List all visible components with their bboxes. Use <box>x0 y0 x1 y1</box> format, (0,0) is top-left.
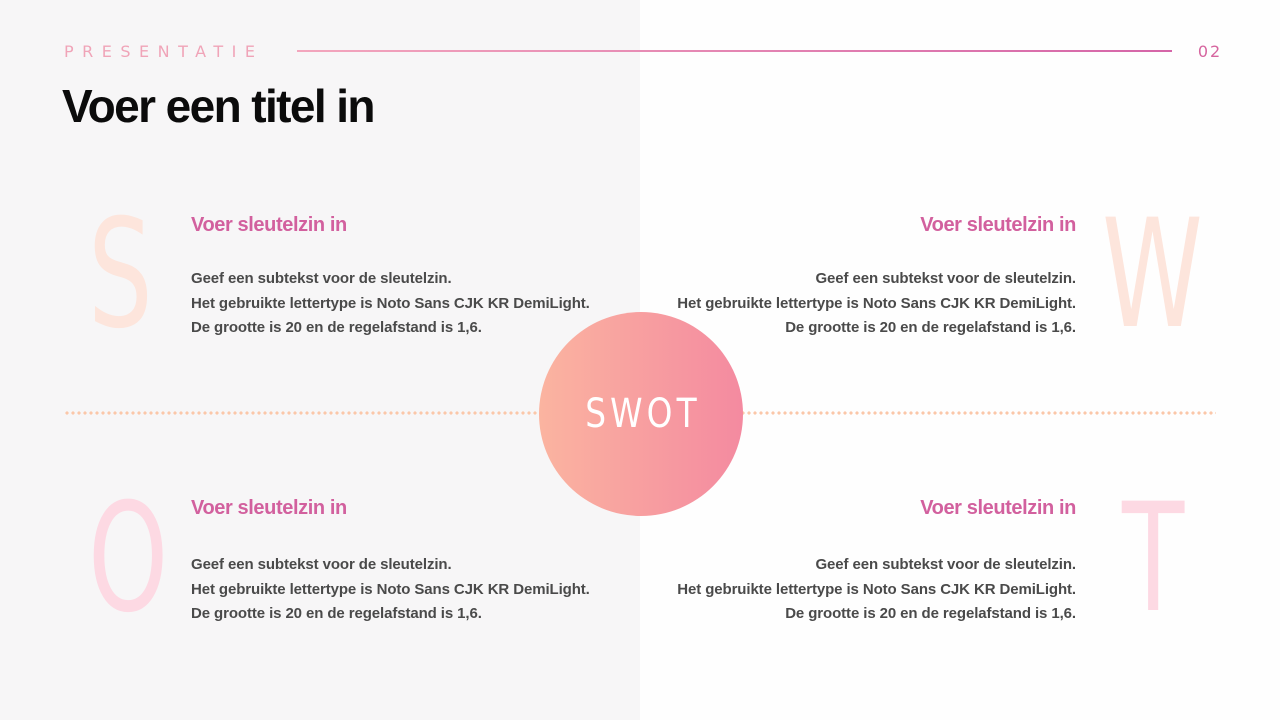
swot-letter-t: T <box>1122 472 1185 646</box>
swot-letter-w: W <box>1102 188 1203 362</box>
threats-line-3: De grootte is 20 en de regelafstand is 1,6. <box>785 605 1076 622</box>
threats-body[interactable] <box>677 553 1076 627</box>
swot-letter-o: O <box>88 472 169 646</box>
section-kicker: PRESENTATIE <box>64 42 264 61</box>
strengths-line-1: Geef een subtekst voor de sleutelzin. <box>191 270 452 287</box>
dotted-divider-right <box>740 411 1216 415</box>
opportunities-heading[interactable]: Voer sleutelzin in <box>191 497 347 519</box>
threats-line-2: Het gebruikte lettertype is Noto Sans CJK KR DemiLight. <box>677 580 1076 598</box>
opportunities-line-2: Het gebruikte lettertype is Noto Sans CJK KR DemiLight. <box>191 580 590 598</box>
opportunities-line-3: De grootte is 20 en de regelafstand is 1,6. <box>191 605 482 622</box>
strengths-heading[interactable]: Voer sleutelzin in <box>191 214 347 236</box>
strengths-line-3: De grootte is 20 en de regelafstand is 1,6. <box>191 319 482 336</box>
swot-letter-s: S <box>88 188 153 362</box>
swot-center-label[interactable]: SWOT <box>585 391 701 437</box>
weaknesses-line-3: De grootte is 20 en de regelafstand is 1,6. <box>785 319 1076 336</box>
header-divider <box>297 50 1172 52</box>
strengths-line-2: Het gebruikte lettertype is Noto Sans CJK KR DemiLight. <box>191 294 590 312</box>
page-number: 02 <box>1197 42 1223 61</box>
dotted-divider-left <box>64 411 540 415</box>
swot-center-circle <box>539 312 743 516</box>
opportunities-line-1: Geef een subtekst voor de sleutelzin. <box>191 556 452 573</box>
weaknesses-body[interactable] <box>677 267 1076 341</box>
weaknesses-heading[interactable]: Voer sleutelzin in <box>920 214 1076 236</box>
strengths-body[interactable] <box>191 267 590 341</box>
threats-line-1: Geef een subtekst voor de sleutelzin. <box>815 556 1076 573</box>
opportunities-body[interactable] <box>191 553 590 627</box>
slide-title[interactable]: Voer een titel in <box>62 80 374 132</box>
threats-heading[interactable]: Voer sleutelzin in <box>920 497 1076 519</box>
weaknesses-line-2: Het gebruikte lettertype is Noto Sans CJK KR DemiLight. <box>677 294 1076 312</box>
weaknesses-line-1: Geef een subtekst voor de sleutelzin. <box>815 270 1076 287</box>
